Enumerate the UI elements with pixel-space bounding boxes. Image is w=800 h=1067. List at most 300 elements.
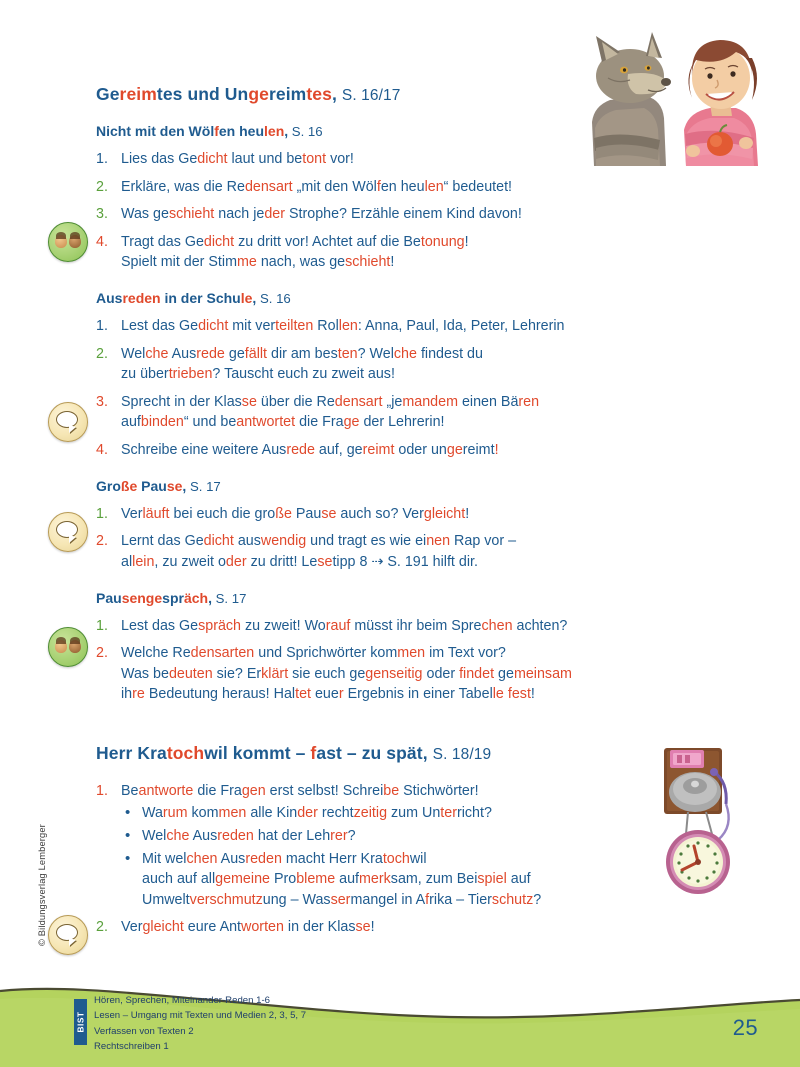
- text-run: meinsam: [513, 665, 572, 682]
- text-run: alle Kin: [246, 805, 298, 822]
- text-run: Herr Kra: [96, 743, 167, 764]
- section-heading: [96, 122, 696, 140]
- text-run: reimt: [362, 442, 395, 459]
- text-run: r: [338, 686, 344, 703]
- text-run: al: [121, 553, 133, 570]
- text-run: Was be: [121, 665, 169, 682]
- task-item: [96, 316, 696, 337]
- text-run: schieht: [345, 254, 391, 271]
- text-run: antworte: [138, 782, 194, 799]
- text-run: ge: [494, 665, 514, 682]
- text-run: en heu: [218, 122, 265, 139]
- text-run: ih: [121, 686, 133, 703]
- text-run: ung – Was: [262, 891, 331, 908]
- text-run: be: [383, 782, 400, 799]
- section-heading: [96, 589, 696, 607]
- text-run: tet: [295, 686, 311, 703]
- second-page-title-pageref: S. 18/19: [432, 746, 492, 764]
- task-text: [121, 234, 469, 271]
- text-run: aus: [233, 533, 261, 550]
- text-run: zum Un: [387, 805, 441, 822]
- text-run: se: [241, 393, 257, 410]
- text-run: “ und be: [183, 414, 237, 431]
- text-run: Pau: [96, 589, 122, 606]
- text-run: f: [214, 122, 219, 139]
- text-run: spiel: [477, 871, 507, 888]
- text-run: dicht: [198, 318, 229, 335]
- text-run: ,: [331, 84, 337, 104]
- task-text: [121, 533, 516, 570]
- task-text: [121, 179, 512, 195]
- text-run: sam, zum Bei: [390, 871, 478, 888]
- text-run: oder un: [394, 442, 447, 459]
- text-run: „mit den Wöl: [292, 178, 377, 195]
- text-run: ge: [446, 442, 463, 459]
- text-run: reim: [268, 84, 307, 104]
- task-number: 4.: [96, 233, 108, 250]
- text-run: laut und be: [227, 151, 303, 168]
- text-run: tes und Un: [156, 84, 249, 104]
- text-run: ter: [440, 805, 457, 822]
- task-item: [96, 616, 696, 637]
- text-run: Aus: [168, 345, 197, 362]
- text-run: einen Bä: [457, 393, 519, 410]
- text-run: reden: [245, 850, 282, 867]
- competency-line: Lesen – Umgang mit Texten und Medien 2, 3, 5, 7: [94, 1010, 307, 1022]
- text-run: Was ge: [121, 206, 169, 223]
- text-run: verschmutz: [189, 891, 263, 908]
- text-run: Rol: [313, 318, 339, 335]
- task-list: [96, 149, 696, 273]
- content-column: [96, 84, 696, 954]
- text-run: f: [376, 178, 381, 195]
- sub-bullet-item: [121, 826, 696, 847]
- text-run: richt?: [456, 805, 492, 822]
- text-run: binden: [140, 414, 184, 431]
- text-run: ren: [518, 393, 540, 410]
- page-title-text: [96, 84, 337, 104]
- text-run: vor!: [326, 151, 354, 168]
- text-run: nen: [426, 533, 451, 550]
- text-run: Strophe? Erzähle einem Kind davon!: [285, 206, 522, 223]
- text-run: auf: [506, 871, 531, 888]
- task-number: 2.: [96, 919, 108, 936]
- section-page-ref: S. 17: [186, 478, 221, 494]
- text-run: „je: [382, 393, 403, 410]
- page-title-pageref: S. 16/17: [341, 87, 401, 104]
- text-run: ?: [347, 828, 356, 845]
- text-run: fest: [507, 686, 531, 703]
- second-page-title: [96, 743, 696, 765]
- speech-bubble-icon: [56, 411, 78, 428]
- text-run: macht Herr Kra: [281, 850, 383, 867]
- text-run: nach je: [214, 206, 265, 223]
- text-run: zu über: [121, 366, 169, 383]
- text-run: ,: [208, 589, 212, 606]
- text-run: : Anna, Paul, Ida, Peter, Lehrerin: [357, 318, 565, 335]
- text-run: klärt: [261, 665, 289, 682]
- text-run: nach, was ge: [256, 254, 346, 271]
- text-run: !: [390, 254, 395, 271]
- task-text: [121, 442, 499, 458]
- text-run: Erkläre, was die Re: [121, 178, 245, 195]
- section-page-ref: S. 16: [288, 123, 323, 139]
- text-run: le: [240, 289, 253, 306]
- task-item: [96, 781, 696, 910]
- text-run: auch so? Ver: [336, 505, 424, 522]
- text-run: worten: [241, 919, 284, 936]
- text-run: Aus: [96, 289, 123, 306]
- text-run: über die Re: [256, 393, 335, 410]
- text-run: Nicht mit den Wöl: [96, 122, 215, 139]
- page-number: 25: [732, 1015, 758, 1040]
- second-page-title-text: [96, 743, 428, 763]
- text-run: !: [370, 919, 375, 936]
- text-run: toch: [382, 850, 410, 867]
- partner-work-icon: [48, 222, 88, 262]
- competency-line: Hören, Sprechen, Miteinander-Reden 1-6: [94, 994, 270, 1006]
- text-run: der: [297, 805, 318, 822]
- text-run: rede: [196, 345, 225, 362]
- section-ausreden-in-der-schule: [96, 289, 696, 461]
- task-item: [96, 204, 696, 225]
- task-number: 2.: [96, 345, 108, 362]
- text-run: le: [492, 686, 504, 703]
- text-run: ,: [182, 477, 187, 494]
- text-run: chen: [481, 617, 513, 634]
- text-run: zu dritt! Le: [246, 553, 318, 570]
- text-run: Umwelt: [142, 891, 190, 908]
- text-run: Wel: [142, 828, 167, 845]
- text-run: Lest das Ge: [121, 617, 199, 634]
- text-run: ,: [252, 289, 257, 306]
- text-run: der: [225, 553, 247, 570]
- text-run: !: [494, 442, 499, 459]
- text-run: dicht: [203, 533, 234, 550]
- section-pausengespraech: [96, 589, 696, 706]
- text-run: toch: [166, 743, 205, 764]
- text-run: schutz: [491, 891, 534, 908]
- task-number: 2.: [96, 645, 108, 662]
- speech-bubble-icon: [56, 924, 78, 941]
- text-run: wendig: [260, 533, 307, 550]
- task-number: 4.: [96, 442, 108, 459]
- text-run: men: [218, 805, 247, 822]
- task-number: 3.: [96, 206, 108, 223]
- text-run: wil: [409, 850, 427, 867]
- speaking-task-icon: [48, 915, 88, 955]
- text-run: Lies das Ge: [121, 151, 198, 168]
- competency-line: Rechtschreiben 1: [94, 1041, 169, 1053]
- text-run: mangel in A: [350, 891, 426, 908]
- text-run: Pau: [291, 505, 322, 522]
- text-run: spräch: [198, 617, 242, 634]
- competency-list: [94, 993, 306, 1055]
- text-run: Spielt mit der Stim: [121, 254, 237, 271]
- task-number: 1.: [96, 151, 108, 168]
- text-run: ge: [343, 414, 360, 431]
- task-number: 2.: [96, 178, 108, 195]
- text-run: ?: [533, 891, 542, 908]
- text-run: mit ver: [228, 318, 276, 335]
- text-run: eue: [311, 686, 339, 703]
- text-run: Stichwörter!: [399, 782, 479, 799]
- text-run: ast – zu spät: [316, 743, 423, 764]
- text-run: se: [355, 919, 371, 936]
- text-run: fällt: [244, 345, 268, 362]
- partner-work-icon: [48, 627, 88, 667]
- text-run: mandem: [402, 393, 458, 410]
- text-run: Aus: [217, 850, 246, 867]
- text-run: bei euch die gro: [169, 505, 276, 522]
- text-run: zu dritt vor! Achtet auf die Be: [234, 233, 421, 250]
- text-run: in der Klas: [283, 919, 356, 936]
- task-item: [96, 344, 696, 385]
- text-run: im Text vor?: [425, 645, 506, 662]
- text-run: Welche Re: [121, 645, 191, 662]
- text-run: se: [321, 505, 337, 522]
- text-run: Gro: [96, 477, 121, 494]
- text-run: reim: [119, 84, 157, 104]
- school-bell-clock-illustration: [642, 742, 792, 910]
- text-run: Wel: [121, 345, 146, 362]
- second-section-tasks: [96, 781, 696, 938]
- page-title: [96, 84, 696, 106]
- text-run: wil kommt –: [204, 743, 311, 764]
- text-run: Mit wel: [142, 850, 187, 867]
- text-run: findet: [459, 665, 495, 682]
- speaking-task-icon: [48, 512, 88, 552]
- text-run: rauf: [325, 617, 351, 634]
- text-run: die Fra: [295, 414, 344, 431]
- text-run: tipp 8 ⇢ S. 191 hilft dir.: [332, 553, 478, 570]
- text-run: me: [237, 254, 257, 271]
- text-run: dicht: [197, 151, 228, 168]
- text-run: !: [465, 505, 470, 522]
- task-text: [121, 394, 539, 431]
- bist-tag-label: BIST: [75, 1011, 86, 1033]
- text-run: sie euch ge: [288, 665, 366, 682]
- text-run: trieben: [168, 366, 213, 383]
- text-run: und Sprichwörter kom: [254, 645, 398, 662]
- task-text: [121, 618, 567, 634]
- task-list: [96, 504, 696, 573]
- text-run: ,: [284, 122, 289, 139]
- text-run: ? Tauscht euch zu zweit aus!: [212, 366, 395, 383]
- text-run: Rap vor –: [450, 533, 517, 550]
- task-item: [96, 643, 696, 705]
- sub-bullet-item: [121, 803, 696, 824]
- text-run: gleicht: [423, 505, 466, 522]
- text-run: bleme: [296, 871, 336, 888]
- text-run: gemeine: [215, 871, 270, 888]
- task-list: [96, 616, 696, 705]
- text-run: auf, ge: [314, 442, 363, 459]
- task-item: [96, 531, 696, 572]
- text-run: men: [397, 645, 426, 662]
- text-run: Schreibe eine weitere Aus: [121, 442, 287, 459]
- text-run: Ergebnis in einer Tabel: [343, 686, 493, 703]
- text-run: Ge: [96, 84, 120, 104]
- task-number: 1.: [96, 617, 108, 634]
- text-run: Lernt das Ge: [121, 533, 204, 550]
- text-run: senge: [121, 589, 163, 606]
- text-run: erst selbst! Schrei: [265, 782, 384, 799]
- text-run: len: [264, 122, 285, 139]
- text-run: deuten: [168, 665, 213, 682]
- text-run: genseitig: [365, 665, 423, 682]
- text-run: in der Schu: [160, 289, 241, 306]
- task-text: [121, 783, 479, 799]
- task-text: [121, 206, 522, 222]
- text-run: spr: [162, 589, 184, 606]
- text-run: rika – Tier: [429, 891, 492, 908]
- text-run: ten: [337, 345, 358, 362]
- text-run: len: [424, 178, 444, 195]
- sub-bullet-list: [121, 803, 696, 910]
- task-item: [96, 392, 696, 433]
- text-run: che: [166, 828, 190, 845]
- text-run: se: [317, 553, 333, 570]
- text-run: reden: [122, 289, 161, 306]
- section-page-ref: S. 17: [211, 590, 247, 606]
- text-run: zu zweit! Wo: [241, 617, 326, 634]
- task-item: [96, 917, 696, 938]
- text-run: rede: [286, 442, 315, 459]
- text-run: antwortet: [236, 414, 296, 431]
- text-run: tont: [302, 151, 327, 168]
- text-run: Bedeutung heraus! Hal: [144, 686, 296, 703]
- text-run: eure Ant: [183, 919, 242, 936]
- text-run: Aus: [189, 828, 218, 845]
- text-run: achten?: [512, 617, 568, 634]
- task-text: [121, 318, 565, 334]
- text-run: teilten: [275, 318, 314, 335]
- text-run: , zu zweit o: [154, 553, 226, 570]
- text-run: Tragt das Ge: [121, 233, 204, 250]
- speaking-task-icon: [48, 402, 88, 442]
- task-item: [96, 149, 696, 170]
- text-run: len: [338, 318, 358, 335]
- text-run: der Lehrerin!: [359, 414, 445, 431]
- sections-container: [96, 122, 696, 705]
- text-run: densart: [334, 393, 383, 410]
- text-run: che: [145, 345, 169, 362]
- text-run: ße: [120, 477, 138, 494]
- text-run: äch: [183, 589, 209, 606]
- text-run: gen: [241, 782, 266, 799]
- text-run: müsst ihr beim Spre: [350, 617, 482, 634]
- text-run: en heu: [380, 178, 425, 195]
- text-run: ,: [422, 743, 428, 764]
- copyright-notice: © Bildungsverlag Lemberger: [37, 824, 47, 946]
- text-run: gleicht: [142, 919, 184, 936]
- text-run: ge: [248, 84, 269, 104]
- text-run: schieht: [168, 206, 215, 223]
- text-run: se: [166, 477, 183, 494]
- sub-bullet-item: [121, 849, 696, 911]
- task-text: [121, 645, 572, 702]
- task-list: [96, 316, 696, 460]
- section-page-ref: S. 16: [256, 290, 291, 306]
- text-run: hat der Leh: [253, 828, 331, 845]
- text-run: ? Wel: [357, 345, 394, 362]
- task-text: [121, 151, 354, 167]
- text-run: reimt: [462, 442, 495, 459]
- text-run: Ver: [121, 505, 143, 522]
- text-run: auf: [335, 871, 360, 888]
- task-item: [96, 504, 696, 525]
- text-run: recht: [317, 805, 354, 822]
- task-number: 1.: [96, 505, 108, 522]
- text-run: re: [132, 686, 145, 703]
- text-run: auch auf all: [142, 871, 216, 888]
- text-run: dir am bes: [267, 345, 338, 362]
- task-text: [121, 506, 469, 522]
- task-item: [96, 177, 696, 198]
- section-nicht-mit-den-woelfen-heulen: [96, 122, 696, 273]
- task-text: [121, 346, 483, 383]
- text-run: chen: [186, 850, 218, 867]
- task-number: 2.: [96, 533, 108, 550]
- text-run: lein: [132, 553, 155, 570]
- text-run: !: [530, 686, 535, 703]
- speech-bubble-icon: [56, 521, 78, 538]
- text-run: und tragt es wie ei: [306, 533, 427, 550]
- text-run: densart: [244, 178, 293, 195]
- text-run: ser: [330, 891, 351, 908]
- task-item: [96, 440, 696, 461]
- text-run: kom: [187, 805, 219, 822]
- task-number: 1.: [96, 318, 108, 335]
- text-run: Lest das Ge: [121, 318, 199, 335]
- text-run: oder: [422, 665, 460, 682]
- text-run: Be: [121, 782, 139, 799]
- text-run: che: [393, 345, 417, 362]
- text-run: !: [464, 233, 469, 250]
- section-heading: [96, 289, 696, 307]
- bist-tag: [74, 999, 87, 1045]
- text-run: Wa: [142, 805, 163, 822]
- text-run: der: [264, 206, 286, 223]
- text-run: auf: [121, 414, 141, 431]
- text-run: “ bedeutet!: [443, 178, 513, 195]
- text-run: tes: [306, 84, 332, 104]
- head-left-icon: [55, 640, 67, 653]
- head-right-icon: [69, 640, 81, 653]
- text-run: f: [425, 891, 430, 908]
- text-run: ße: [275, 505, 292, 522]
- text-run: findest du: [416, 345, 483, 362]
- text-run: sie? Er: [212, 665, 262, 682]
- text-run: Pau: [137, 477, 167, 494]
- section-grosse-pause: [96, 477, 696, 573]
- task-number: 3.: [96, 393, 108, 410]
- text-run: rum: [162, 805, 188, 822]
- text-run: tonung: [420, 233, 465, 250]
- text-run: die Fra: [193, 782, 242, 799]
- section-heading: [96, 477, 696, 495]
- head-left-icon: [55, 235, 67, 248]
- competency-line: Verfassen von Texten 2: [94, 1025, 194, 1037]
- text-run: merk: [359, 871, 391, 888]
- text-run: rer: [330, 828, 348, 845]
- head-right-icon: [69, 235, 81, 248]
- text-run: reden: [217, 828, 254, 845]
- text-run: f: [310, 743, 317, 764]
- text-run: zeitig: [353, 805, 388, 822]
- task-text: [121, 919, 375, 935]
